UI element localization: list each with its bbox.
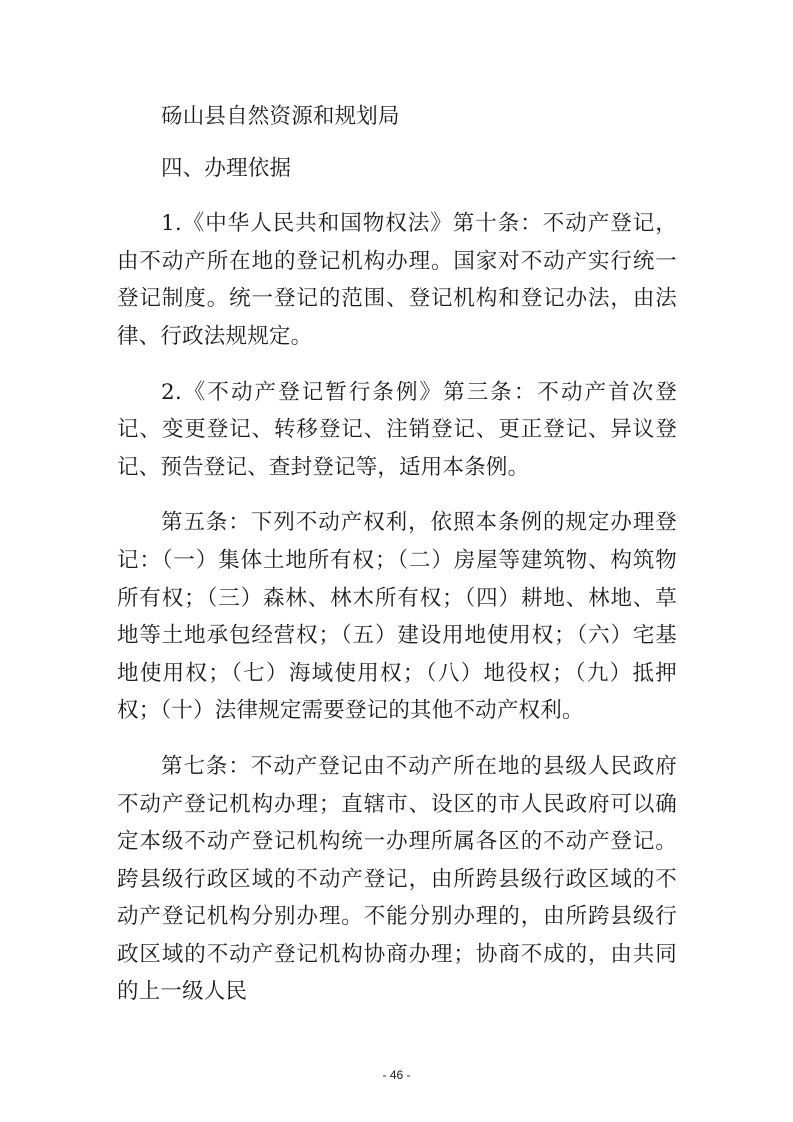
section-heading: 四、办理依据 — [161, 155, 292, 181]
legal-basis-paragraph: 第七条：不动产登记由不动产所在地的县级人民政府不动产登记机构办理；直辖市、设区的市人民政府可以确定本级不动产登记机构统一办理所属各区的不动产登记。跨县级行政区域的不动产登记，由所跨县级行政区域的不动产登记机构分别办理。不能分别办理的，由所跨县级行政区域的不动产登记机构协商办理；协商不成的，由共同的上一级人民 — [117, 753, 677, 1005]
document-body — [117, 98, 677, 1011]
legal-basis-paragraph: 1.《中华人民共和国物权法》第十条：不动产登记，由不动产所在地的登记机构办理。国家对不动产实行统一登记制度。统一登记的范围、登记机构和登记办法，由法律、行政法规规定。 — [117, 211, 677, 349]
agency-name-line: 砀山县自然资源和规划局 — [161, 104, 400, 129]
page-number: - 46 - — [382, 1068, 411, 1082]
legal-basis-paragraph: 第五条：下列不动产权利，依照本条例的规定办理登记：（一）集体土地所有权；（二）房屋等建筑物、构筑物所有权；（三）森林、林木所有权；（四）耕地、林地、草地等土地承包经营权；（五）建设用地使用权；（六）宅基地使用权；（七）海域使用权；（八）地役权；（九）抵押权；（十）法律规定需要登记的其他不动产权利。 — [117, 510, 677, 724]
legal-basis-paragraph: 2.《不动产登记暂行条例》第三条：不动产首次登记、变更登记、转移登记、注销登记、更正登记、异议登记、预告登记、查封登记等，适用本条例。 — [117, 379, 677, 480]
